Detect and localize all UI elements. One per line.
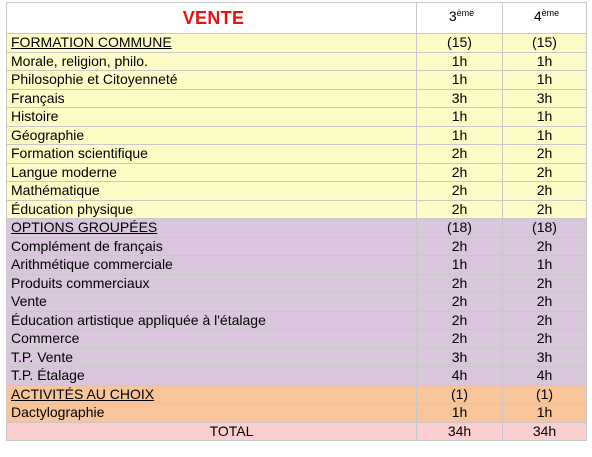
- hours-3eme: 2h: [417, 274, 503, 293]
- year-3-number: 3: [448, 8, 457, 24]
- table-row: [7, 89, 587, 108]
- section-row-activites-au-choix: [7, 385, 587, 404]
- hours-3eme: 3h: [417, 89, 503, 108]
- hours-4eme: 1h: [503, 108, 587, 127]
- table-row: [7, 126, 587, 145]
- year-4-header: [503, 3, 587, 34]
- hours-3eme: 2h: [417, 237, 503, 256]
- hours-3eme: 2h: [417, 200, 503, 219]
- table-row: [7, 237, 587, 256]
- subject-label: Éducation physique: [7, 200, 417, 219]
- hours-3eme: (1): [417, 385, 503, 404]
- hours-4eme: 2h: [503, 311, 587, 330]
- hours-4eme: 2h: [503, 330, 587, 349]
- course-schedule-table: [6, 2, 587, 441]
- hours-4eme: 2h: [503, 200, 587, 219]
- subject-label: Commerce: [7, 330, 417, 349]
- year-4-number: 4: [533, 8, 542, 24]
- table-row: [7, 330, 587, 349]
- hours-4eme: (18): [503, 219, 587, 238]
- hours-3eme: 2h: [417, 330, 503, 349]
- subject-label: Langue moderne: [7, 163, 417, 182]
- total-label: TOTAL: [7, 422, 417, 441]
- hours-3eme: 2h: [417, 311, 503, 330]
- hours-3eme: 1h: [417, 404, 503, 423]
- subject-label: Arithmétique commerciale: [7, 256, 417, 275]
- hours-4eme: 2h: [503, 182, 587, 201]
- hours-4eme: 2h: [503, 145, 587, 164]
- table-row: [7, 274, 587, 293]
- table-row: [7, 293, 587, 312]
- hours-3eme: 1h: [417, 71, 503, 90]
- subject-label: Dactylographie: [7, 404, 417, 423]
- subject-label: T.P. Vente: [7, 348, 417, 367]
- year-4-suffix: ème: [541, 8, 560, 18]
- hours-4eme: 3h: [503, 348, 587, 367]
- subject-label: Vente: [7, 293, 417, 312]
- hours-3eme: 3h: [417, 348, 503, 367]
- hours-4eme: 3h: [503, 89, 587, 108]
- hours-3eme: (18): [417, 219, 503, 238]
- subject-label: Formation scientifique: [7, 145, 417, 164]
- hours-3eme: 2h: [417, 293, 503, 312]
- table-row: [7, 108, 587, 127]
- hours-4eme: (15): [503, 34, 587, 53]
- hours-3eme: 1h: [417, 256, 503, 275]
- section-label: FORMATION COMMUNE: [7, 34, 417, 53]
- table-row: [7, 52, 587, 71]
- hours-4eme: 1h: [503, 404, 587, 423]
- subject-label: Complément de français: [7, 237, 417, 256]
- table-row: [7, 145, 587, 164]
- table-row: [7, 163, 587, 182]
- hours-4eme: 1h: [503, 71, 587, 90]
- hours-4eme: 2h: [503, 237, 587, 256]
- hours-4eme: (1): [503, 385, 587, 404]
- table-title: VENTE: [7, 3, 417, 34]
- table-row: [7, 256, 587, 275]
- header-row: [7, 3, 587, 34]
- section-row-formation-commune: [7, 34, 587, 53]
- section-label: ACTIVITÉS AU CHOIX: [7, 385, 417, 404]
- hours-4eme: 2h: [503, 274, 587, 293]
- subject-label: Français: [7, 89, 417, 108]
- table-row: [7, 71, 587, 90]
- hours-4eme: 2h: [503, 293, 587, 312]
- hours-3eme: 2h: [417, 182, 503, 201]
- hours-3eme: 2h: [417, 163, 503, 182]
- year-3-header: [417, 3, 503, 34]
- section-label: OPTIONS GROUPÉES: [7, 219, 417, 238]
- table-row: [7, 200, 587, 219]
- hours-4eme: 1h: [503, 52, 587, 71]
- table-row: [7, 348, 587, 367]
- table-row: [7, 311, 587, 330]
- subject-label: Morale, religion, philo.: [7, 52, 417, 71]
- subject-label: Éducation artistique appliquée à l'étalage: [7, 311, 417, 330]
- subject-label: Produits commerciaux: [7, 274, 417, 293]
- subject-label: Géographie: [7, 126, 417, 145]
- subject-label: Mathématique: [7, 182, 417, 201]
- hours-3eme: 1h: [417, 52, 503, 71]
- subject-label: T.P. Étalage: [7, 367, 417, 386]
- hours-3eme: 2h: [417, 145, 503, 164]
- hours-3eme: (15): [417, 34, 503, 53]
- section-row-options-groupees: [7, 219, 587, 238]
- year-3-suffix: ème: [456, 8, 475, 18]
- subject-label: Histoire: [7, 108, 417, 127]
- total-4eme: 34h: [503, 422, 587, 441]
- table-row: [7, 182, 587, 201]
- total-row: [7, 422, 587, 441]
- subject-label: Philosophie et Citoyenneté: [7, 71, 417, 90]
- hours-4eme: 1h: [503, 126, 587, 145]
- total-3eme: 34h: [417, 422, 503, 441]
- hours-4eme: 1h: [503, 256, 587, 275]
- hours-3eme: 1h: [417, 126, 503, 145]
- hours-3eme: 4h: [417, 367, 503, 386]
- hours-4eme: 4h: [503, 367, 587, 386]
- hours-4eme: 2h: [503, 163, 587, 182]
- hours-3eme: 1h: [417, 108, 503, 127]
- table-row: [7, 404, 587, 423]
- table-row: [7, 367, 587, 386]
